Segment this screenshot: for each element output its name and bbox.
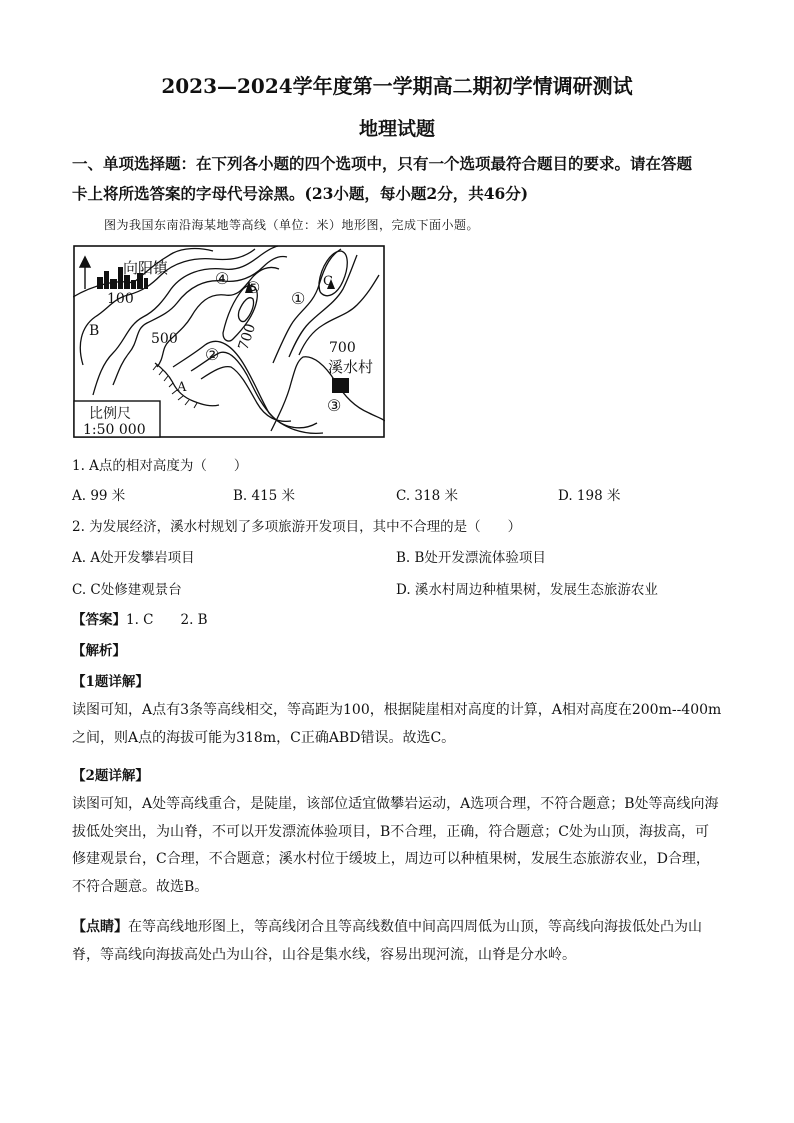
map-marker-2: ② [205, 345, 220, 364]
map-scale-label: 比例尺 [89, 406, 131, 422]
q2-option-c: C. C处修建观景台 [72, 582, 182, 598]
q1-option-d: D. 198 米 [558, 488, 621, 504]
map-label-contour-700-b: 700 [329, 340, 356, 356]
village-icon [332, 378, 349, 393]
question-1-stem: 1. A点的相对高度为（ ） [72, 458, 248, 474]
q2-option-d: D. 溪水村周边种植果树，发展生态旅游农业 [396, 582, 658, 598]
detail-1-tag: 【1题详解】 [72, 674, 149, 690]
tip-paragraph [72, 914, 722, 969]
answer-tag: 【答案】 [72, 612, 126, 628]
contour-map [73, 245, 385, 438]
map-marker-1: ① [291, 289, 306, 308]
tip-tag: 【点睛】 [72, 919, 128, 935]
page-title: 2023—2024学年度第一学期高二期初学情调研测试 [161, 74, 633, 98]
section-heading-line-1: 一、单项选择题：在下列各小题的四个选项中，只有一个选项最符合题目的要求。请在答题 [72, 154, 693, 173]
answer-text: 1. C 2. B [126, 612, 208, 628]
section-heading-line-2: 卡上将所选答案的字母代号涂黑。(23小题，每小题2分，共46分) [72, 184, 529, 203]
map-label-contour-100: 100 [107, 291, 134, 307]
map-label-point-c: C [323, 274, 333, 289]
tip-text: 在等高线地形图上，等高线闭合且等高线数值中间高四周低为山顶，等高线向海拔低处凸为山脊，等高线向海拔高处凸为山谷，山谷是集水线，容易出现河流，山脊是分水岭。 [72, 919, 702, 963]
detail-1-text: 读图可知，A点有3条等高线相交，等高距为100，根据陡崖相对高度的计算，A相对高度在200m--400m之间，则A点的海拔可能为318m，C正确ABD错误。故选C。 [72, 702, 722, 746]
q1-option-b: B. 415 米 [233, 488, 296, 504]
map-label-point-b: B [89, 323, 100, 339]
q1-option-c: C. 318 米 [396, 488, 458, 504]
map-marker-3: ③ [327, 396, 342, 415]
question-intro: 图为我国东南沿海某地等高线（单位：米）地形图，完成下面小题。 [104, 218, 480, 232]
map-label-point-a: A [177, 380, 187, 395]
map-label-contour-700-a: 700 [235, 321, 260, 353]
analysis-tag: 【解析】 [72, 643, 126, 659]
map-marker-5: ⑤ [246, 278, 261, 297]
detail-2-text: 读图可知，A处等高线重合，是陡崖，该部位适宜做攀岩运动，A选项合理，不符合题意；B处等高线向海拔低处突出，为山脊，不可以开发漂流体验项目，B不合理，正确，符合题意；C处为山顶，海拔高，可修建观景台，C合理，不合题意；溪水村位于缓坡上，周边可以种植果树，发展生态旅游农业，D合理，不符合题意。故选B。 [72, 796, 719, 895]
page-subtitle: 地理试题 [358, 118, 435, 140]
q2-option-b: B. B处开发漂流体验项目 [396, 550, 546, 566]
answer-line [72, 608, 208, 628]
map-scale-value: 1:50 000 [83, 422, 146, 438]
detail-2-tag: 【2题详解】 [72, 768, 149, 784]
map-label-town: 向阳镇 [123, 259, 169, 277]
map-label-village: 溪水村 [328, 358, 374, 376]
map-label-contour-500: 500 [151, 331, 178, 347]
question-2-stem: 2. 为发展经济，溪水村规划了多项旅游开发项目，其中不合理的是（ ） [72, 519, 522, 535]
map-marker-4: ④ [215, 269, 230, 288]
q1-option-a: A. 99 米 [72, 488, 126, 504]
q2-option-a: A. A处开发攀岩项目 [72, 550, 195, 566]
